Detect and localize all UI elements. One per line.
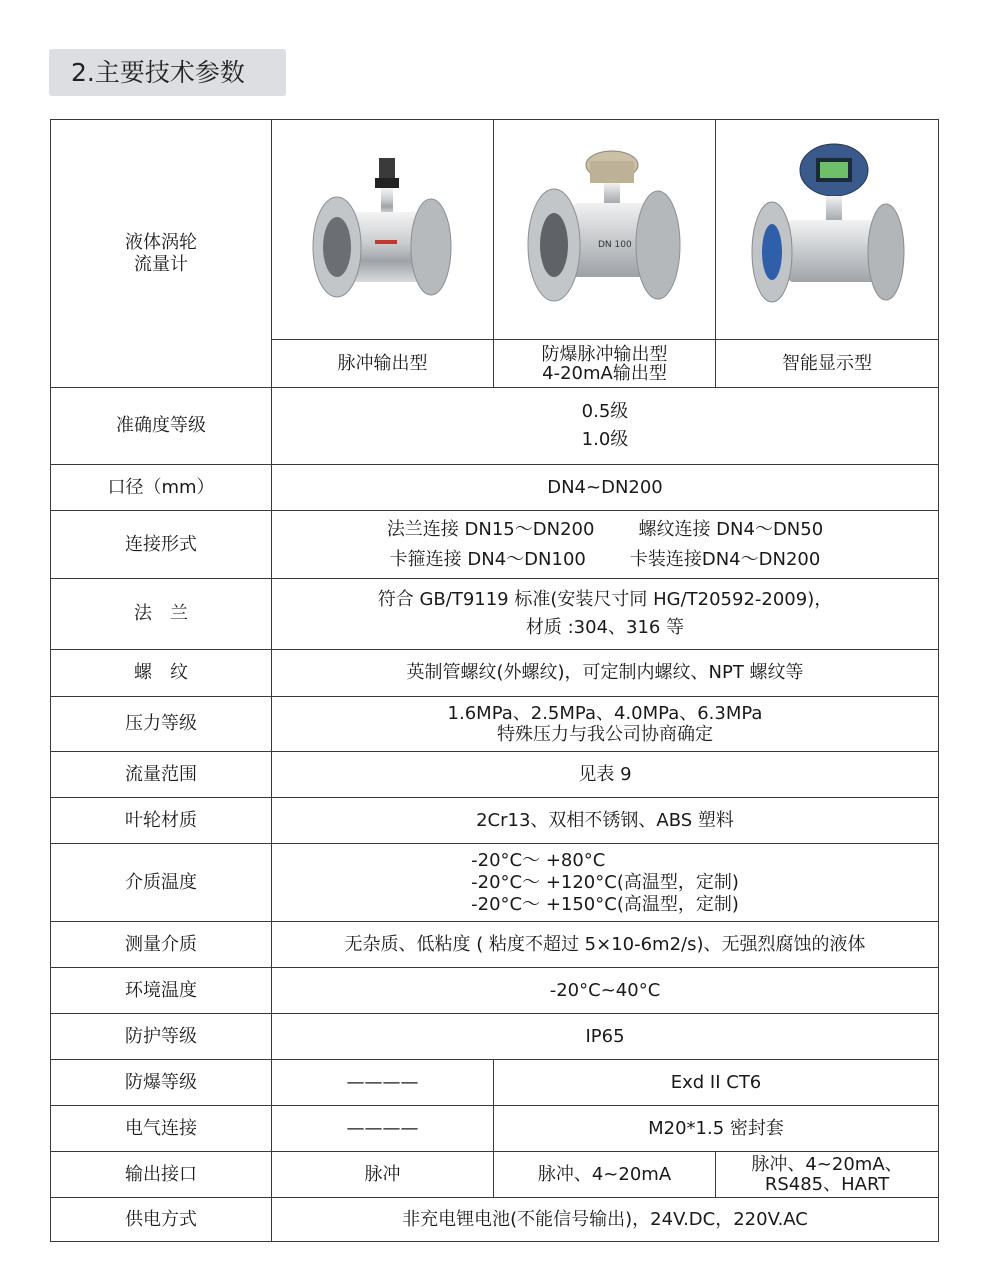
connection-item: 卡装连接DN4～DN200 [629, 548, 821, 570]
row-label: 介质温度 [51, 844, 272, 922]
row-label: 测量介质 [51, 922, 272, 968]
temp-lines [471, 850, 739, 916]
row-value [272, 511, 939, 579]
row-label: 供电方式 [51, 1198, 272, 1242]
row-label: 防爆等级 [51, 1060, 272, 1106]
row-diameter [51, 465, 939, 511]
row-label: 输出接口 [51, 1152, 272, 1198]
value-line: 0.5级 [581, 401, 629, 422]
row-label: 防护等级 [51, 1014, 272, 1060]
row-medium [51, 922, 939, 968]
row-label: 准确度等级 [51, 388, 272, 465]
row-electrical [51, 1106, 939, 1152]
value-line: 材质 :304、316 等 [525, 617, 685, 638]
row-thread [51, 650, 939, 697]
row-label: 叶轮材质 [51, 798, 272, 844]
row-value [272, 697, 939, 752]
flowmeter-smart-display-image [716, 120, 939, 340]
value-line: -20°C～ +80°C [471, 849, 606, 871]
value-line: -20°C～ +150°C(高温型，定制) [471, 893, 739, 915]
flowmeter-explosion-proof-image [494, 120, 716, 340]
connection-line [276, 545, 934, 575]
value-line: 符合 GB/T9119 标准(安装尺寸同 HG/T20592-2009)， [377, 589, 833, 610]
row-output [51, 1152, 939, 1198]
row-impeller [51, 798, 939, 844]
connection-item: 卡箍连接 DN4～DN100 [389, 548, 586, 570]
row-value-col2: Exd II CT6 [494, 1060, 939, 1106]
flowmeter-explosion-proof-icon [520, 145, 690, 315]
row-medium-temp [51, 844, 939, 922]
row-accuracy [51, 388, 939, 465]
model-smart-display: 智能显示型 [716, 340, 939, 388]
connection-line [276, 515, 934, 545]
row-flow-range [51, 752, 939, 798]
row-value-col2: M20*1.5 密封套 [494, 1106, 939, 1152]
row-label: 螺 纹 [51, 650, 272, 697]
row-power [51, 1198, 939, 1242]
row-value-col1: 脉冲 [272, 1152, 494, 1198]
value-line: 脉冲、4~20mA、 [751, 1153, 903, 1175]
row-explosion [51, 1060, 939, 1106]
row-pressure [51, 697, 939, 752]
row-value: DN4~DN200 [272, 465, 939, 511]
row-label: 环境温度 [51, 968, 272, 1014]
row-value: 见表 9 [272, 752, 939, 798]
image-row [51, 120, 939, 340]
row-value [272, 579, 939, 650]
row-value [272, 388, 939, 465]
row-value-col3 [716, 1152, 939, 1198]
row-value: 英制管螺纹(外螺纹)，可定制内螺纹、NPT 螺纹等 [272, 650, 939, 697]
row-protection [51, 1014, 939, 1060]
row-value-col1: ———— [272, 1106, 494, 1152]
spec-table [50, 119, 939, 1242]
model-name-line: 4-20mA输出型 [542, 362, 667, 384]
model-name-line: 防爆脉冲输出型 [541, 343, 668, 365]
row-label: 压力等级 [51, 697, 272, 752]
section-title: 2.主要技术参数 [49, 49, 286, 96]
row-label: 口径（mm） [51, 465, 272, 511]
dn-marking: DN 100 [597, 239, 632, 250]
flowmeter-pulse-icon [303, 150, 463, 310]
product-label-line: 液体涡轮 [125, 231, 197, 253]
row-label: 连接形式 [51, 511, 272, 579]
row-value [272, 844, 939, 922]
row-label: 法 兰 [51, 579, 272, 650]
flowmeter-pulse-image [272, 120, 494, 340]
value-line: 1.6MPa、2.5MPa、4.0MPa、6.3MPa [447, 703, 763, 724]
connection-item: 法兰连接 DN15～DN200 [386, 518, 595, 540]
row-value: -20°C~40°C [272, 968, 939, 1014]
row-flange [51, 579, 939, 650]
product-label [51, 120, 272, 388]
flowmeter-smart-display-icon [742, 140, 912, 320]
connection-item: 螺纹连接 DN4～DN50 [638, 518, 824, 540]
value-line: 1.0级 [581, 429, 629, 450]
model-explosion-proof [494, 340, 716, 388]
row-connection [51, 511, 939, 579]
row-value-col1: ———— [272, 1060, 494, 1106]
row-value: 无杂质、低粘度 ( 粘度不超过 5×10-6m2/s)、无强烈腐蚀的液体 [272, 922, 939, 968]
row-value: IP65 [272, 1014, 939, 1060]
product-label-line: 流量计 [134, 253, 188, 275]
value-line: -20°C～ +120°C(高温型，定制) [471, 871, 739, 893]
value-line: 特殊压力与我公司协商确定 [497, 724, 713, 745]
row-ambient-temp [51, 968, 939, 1014]
row-value: 2Cr13、双相不锈钢、ABS 塑料 [272, 798, 939, 844]
row-label: 电气连接 [51, 1106, 272, 1152]
row-value-col2: 脉冲、4~20mA [494, 1152, 716, 1198]
model-pulse: 脉冲输出型 [272, 340, 494, 388]
value-line: RS485、HART [764, 1173, 890, 1195]
row-value: 非充电锂电池(不能信号输出)，24V.DC，220V.AC [272, 1198, 939, 1242]
row-label: 流量范围 [51, 752, 272, 798]
